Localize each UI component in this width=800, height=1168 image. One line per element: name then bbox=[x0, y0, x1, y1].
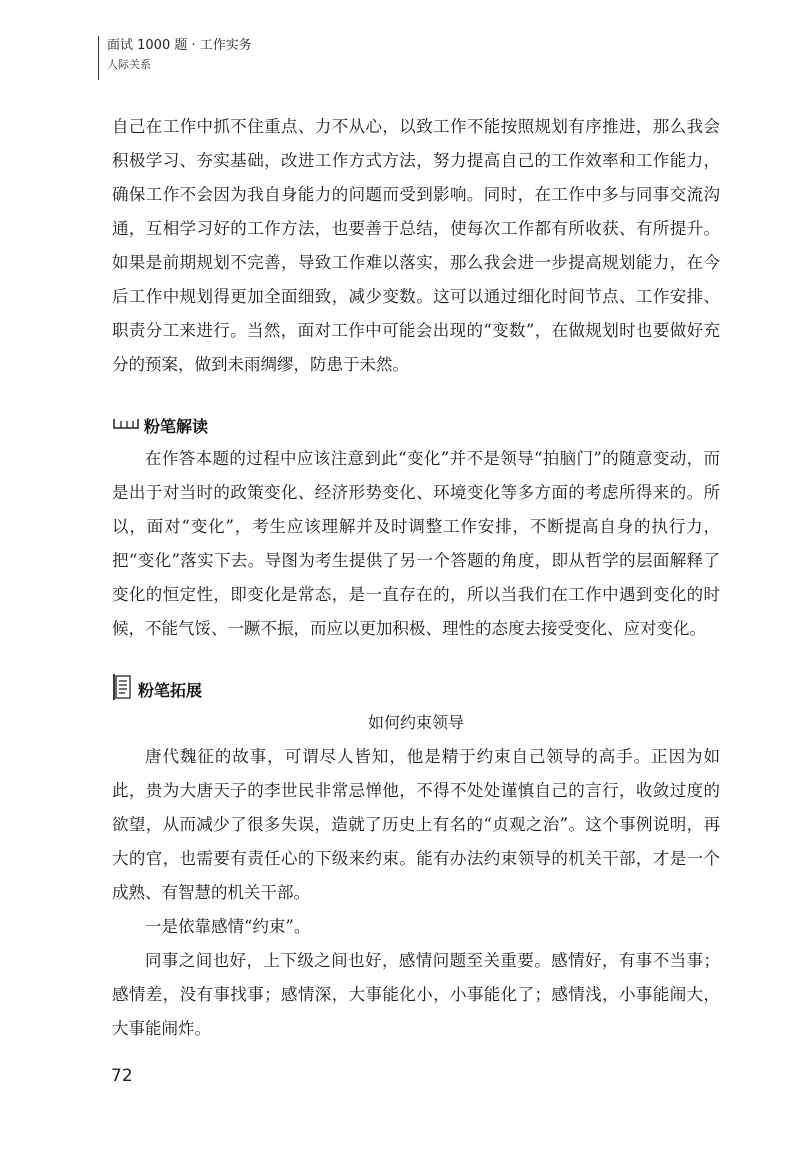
page-number: 72 bbox=[111, 1066, 133, 1086]
body-paragraph: 同事之间也好，上下级之间也好，感情问题至关重要。感情好，有事不当事；感情差，没有事找事；感情深，大事能化小，小事能化了；感情浅，小事能闹大，大事能闹炸。 bbox=[112, 951, 720, 1038]
article-title: 如何约束领导 bbox=[367, 713, 464, 732]
body-paragraph: 在作答本题的过程中应该注意到此“变化”并不是领导“拍脑门”的随意变动，而是出于对当时的政策变化、经济形势变化、环境变化等多方面的考虑所得来的。所以，面对“变化”，考生应该理解并及时调整工作安排，不断提高自身的执行力，把“变化”落实下去。导图为考生提供了另一个答题的角度，即从哲学的层面解释了变化的恒定性，即变化是常态，是一直存在的，所以当我们在工作中遇到变化的时候，不能气馁、一蹶不振，而应以更加积极、理性的态度去接受变化、应对变化。 bbox=[112, 449, 720, 638]
book-title: 面试 1000 题 · 工作实务 bbox=[107, 38, 252, 53]
section-heading-extend bbox=[112, 674, 720, 704]
section-label: 粉笔拓展 bbox=[138, 680, 203, 700]
chapter-title: 人际关系 bbox=[107, 58, 151, 71]
running-header bbox=[98, 36, 252, 80]
body-paragraph: 一是依靠感情“约束”。 bbox=[145, 917, 311, 936]
document-icon bbox=[112, 674, 134, 704]
section-label: 粉笔解读 bbox=[144, 416, 209, 436]
body-paragraph: 自己在工作中抓不住重点、力不从心，以致工作不能按照规划有序推进，那么我会积极学习、夯实基础，改进工作方式方法，努力提高自己的工作效率和工作能力，确保工作不会因为我自身能力的问题而受到影响。同时，在工作中多与同事交流沟通，互相学习好的工作方法，也要善于总结，使每次工作都有所收获、有所提升。如果是前期规划不完善，导致工作难以落实，那么我会进一步提高规划能力，在今后工作中规划得更加全面细致，减少变数。这可以通过细化时间节点、工作安排、职责分工来进行。当然，面对工作中可能会出现的“变数”，在做规划时也要做好充分的预案，做到未雨绸缪，防患于未然。 bbox=[112, 117, 720, 374]
page-content bbox=[112, 110, 720, 1046]
book-icon bbox=[112, 415, 140, 435]
body-paragraph: 唐代魏征的故事，可谓尽人皆知，他是精于约束自己领导的高手。正因为如此，贵为大唐天子的李世民非常忌惮他，不得不处处谨慎自己的言行，收敛过度的欲望，从而减少了很多失误，造就了历史上有名的“贞观之治”。这个事例说明，再大的官，也需要有责任心的下级来约束。能有办法约束领导的机关干部，才是一个成熟、有智慧的机关干部。 bbox=[112, 747, 720, 902]
section-heading-reading bbox=[112, 410, 720, 440]
